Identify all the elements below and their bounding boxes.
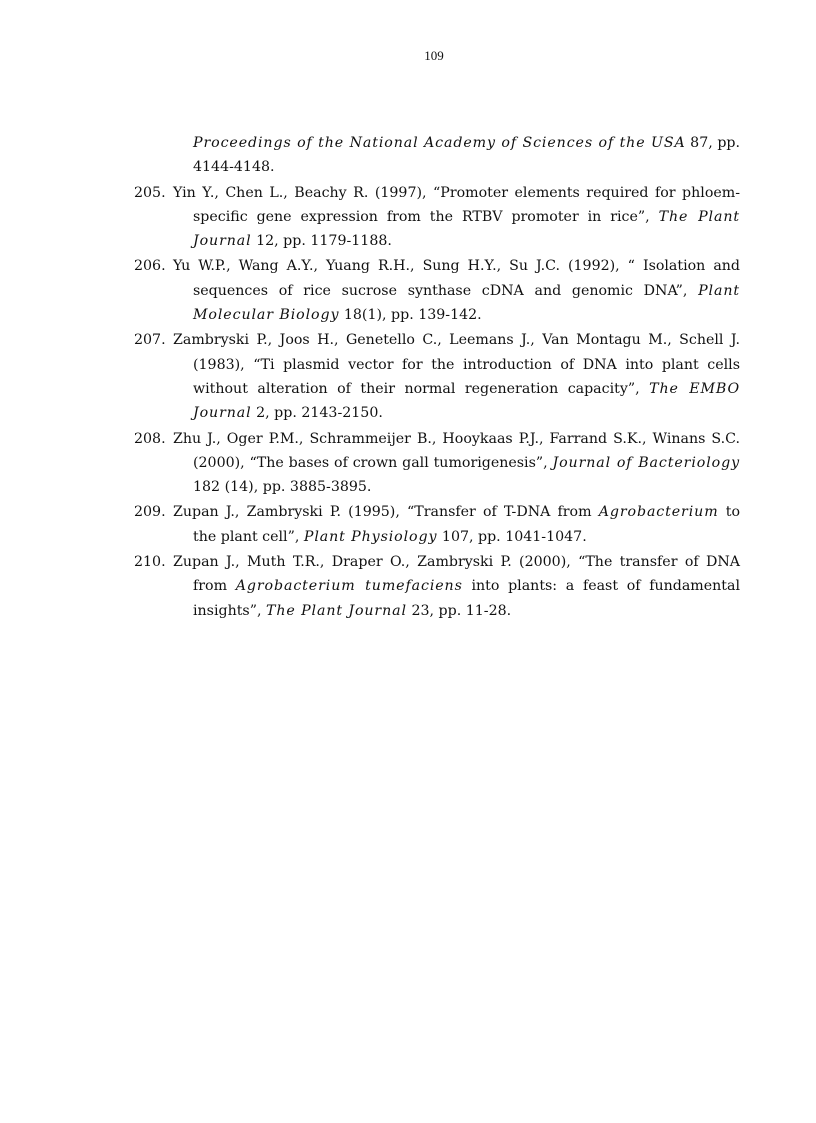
reference-text: 2, pp. 2143-2150. bbox=[251, 405, 383, 422]
reference-number: 209. bbox=[134, 504, 166, 521]
reference-number: 206. bbox=[134, 258, 166, 275]
reference-text: Yu W.P., Wang A.Y., Yuang R.H., Sung H.Y., Su J.C. (1992), “ Isolation and sequences of rice sucrose synthase cDNA and genomic DNA”, bbox=[173, 258, 740, 299]
reference-text: 182 (14), pp. 3885-3895. bbox=[193, 479, 372, 496]
reference-item bbox=[134, 500, 740, 549]
reference-text: Zupan J., Muth T.R., Draper O., Zambryski P. (2000), “The transfer of DNA from bbox=[173, 554, 740, 595]
reference-text: to the plant cell”, bbox=[193, 504, 740, 545]
reference-item bbox=[134, 427, 740, 500]
reference-text: 87, pp. 4144-4148. bbox=[193, 135, 740, 176]
journal-title: The EMBO Journal bbox=[193, 380, 741, 422]
reference-item bbox=[134, 131, 740, 180]
reference-item bbox=[134, 550, 740, 623]
reference-number: 205. bbox=[134, 184, 166, 201]
reference-text: 107, pp. 1041-1047. bbox=[437, 528, 587, 545]
journal-title: Journal of Bacteriology bbox=[552, 454, 740, 471]
reference-text: 23, pp. 11-28. bbox=[406, 602, 512, 619]
reference-text: Zambryski P., Joos H., Genetello C., Leemans J., Van Montagu M., Schell J. (1983), “Ti plasmid vector for the introduction of DNA into plant cells without alteration of their normal regeneration capacity”, bbox=[173, 332, 740, 397]
reference-item bbox=[134, 181, 740, 254]
reference-item bbox=[134, 328, 740, 425]
reference-text: 18(1), pp. 139-142. bbox=[339, 307, 482, 324]
page-number: 109 bbox=[424, 48, 444, 63]
journal-title: Agrobacterium bbox=[598, 504, 719, 521]
reference-item bbox=[134, 254, 740, 327]
reference-number: 207. bbox=[134, 332, 166, 349]
reference-number: 210. bbox=[134, 554, 166, 571]
reference-text: into plants: a feast of fundamental insights”, bbox=[193, 578, 740, 619]
reference-text: 12, pp. 1179-1188. bbox=[251, 233, 392, 250]
journal-title: The Plant Journal bbox=[193, 208, 740, 250]
reference-list bbox=[134, 131, 740, 624]
reference-text: Zupan J., Zambryski P. (1995), “Transfer of T-DNA from bbox=[173, 504, 599, 521]
reference-text: Zhu J., Oger P.M., Schrammeijer B., Hooykaas P.J., Farrand S.K., Winans S.C. (2000), “The bases of crown gall tumorigenesis”, bbox=[173, 430, 740, 471]
reference-text: Yin Y., Chen L., Beachy R. (1997), “Promoter elements required for phloem-specific gene expression from the RTBV promoter in rice”, bbox=[173, 184, 740, 225]
journal-title: Plant Molecular Biology bbox=[193, 282, 740, 324]
journal-title: Proceedings of the National Academy of Sciences of the USA bbox=[193, 135, 686, 151]
journal-title: Agrobacterium tumefaciens bbox=[235, 578, 463, 595]
reference-number: 208. bbox=[134, 430, 166, 447]
journal-title: The Plant Journal bbox=[265, 602, 407, 619]
journal-title: Plant Physiology bbox=[303, 528, 438, 545]
